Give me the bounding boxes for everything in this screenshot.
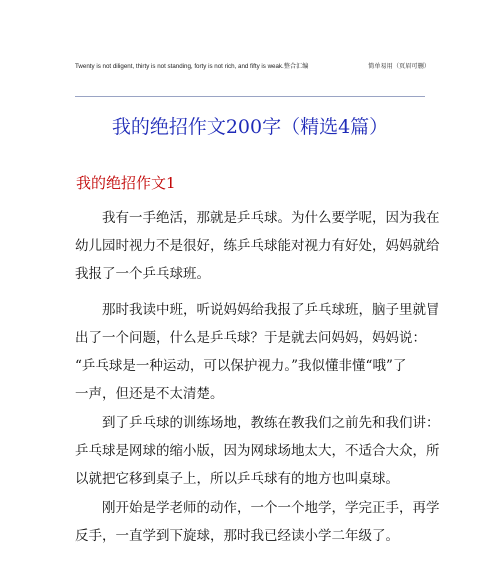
paragraph-line: 以就把它移到桌子上，所以乒乓球有的地方也叫桌球。 bbox=[75, 471, 399, 487]
paragraph-line: 刚开始是学老师的动作，一个一个地学，学完正手，再学 bbox=[102, 500, 440, 516]
header-right-text: 简单易用（页眉可删） bbox=[368, 63, 430, 70]
paragraph-line: 乒乓球是网球的缩小版，因为网球场地太大，不适合大众，所 bbox=[75, 443, 440, 459]
paragraph-line: 我有一手绝活，那就是乒乓球。为什么要学呢，因为我在 bbox=[102, 210, 440, 226]
page-header bbox=[75, 62, 430, 72]
paragraph-4 bbox=[75, 494, 440, 550]
paragraph-line: “乒乓球是一种运动，可以保护视力。”我似懂非懂“哦”了 bbox=[75, 358, 407, 374]
document-title: 我的绝招作文200字（精选4篇） bbox=[111, 116, 389, 138]
paragraph-line: 一声，但还是不太清楚。 bbox=[75, 386, 224, 402]
header-divider bbox=[75, 96, 425, 97]
paragraph-line: 我报了一个乒乓球班。 bbox=[75, 266, 210, 282]
paragraph-2 bbox=[75, 296, 440, 408]
section-title: 我的绝招作文1 bbox=[76, 174, 176, 192]
header-left-text: Twenty is not diligent, thirty is not standing, forty is not rich, and fifty is weak.整合汇编 bbox=[75, 63, 309, 70]
paragraph-line: 出了一个问题，什么是乒乓球？于是就去问妈妈，妈妈说： bbox=[75, 330, 426, 346]
paragraph-1 bbox=[75, 204, 440, 288]
paragraph-line: 到了乒乓球的训练场地，教练在教我们之前先和我们讲： bbox=[102, 415, 440, 431]
paragraph-line: 那时我读中班，听说妈妈给我报了乒乓球班，脑子里就冒 bbox=[102, 302, 440, 318]
paragraph-line: 幼儿园时视力不是很好，练乒乓球能对视力有好处，妈妈就给 bbox=[75, 238, 440, 254]
paragraph-3 bbox=[75, 409, 440, 493]
paragraph-line: 反手，一直学到下旋球，那时我已经读小学二年级了。 bbox=[75, 528, 399, 544]
